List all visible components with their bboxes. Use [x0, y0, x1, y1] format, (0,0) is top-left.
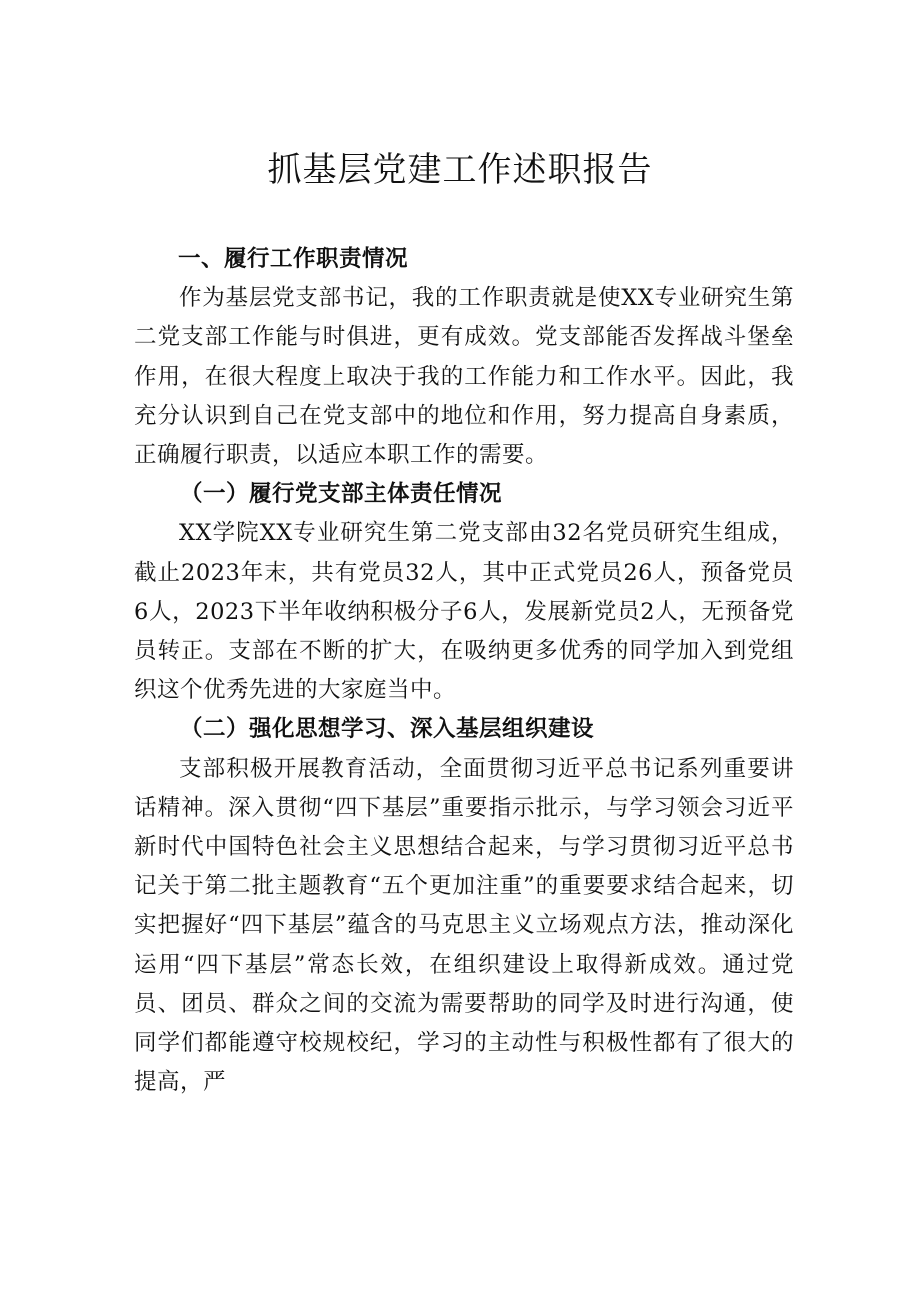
paragraph: 作为基层党支部书记，我的工作职责就是使XX专业研究生第二党支部工作能与时俱进，更有成效。党支部能否发挥战斗堡垒作用，在很大程度上取决于我的工作能力和工作水平。因此，我充分认识到自己在党支部中的地位和作用，努力提高自身素质，正确履行职责，以适应本职工作的需要。 [134, 285, 794, 469]
document-body [134, 240, 794, 1102]
document-title: 抓基层党建工作述职报告 [267, 150, 653, 190]
paragraph: XX学院XX专业研究生第二党支部由32名党员研究生组成，截止2023年末，共有党员32人，其中正式党员26人，预备党员6人，2023下半年收纳积极分子6人，发展新党员2人，无预备党员转正。支部在不断的扩大，在吸纳更多优秀的同学加入到党组织这个优秀先进的大家庭当中。 [134, 520, 794, 704]
section-heading: 一、履行工作职责情况 [178, 246, 409, 272]
subsection-heading: （二）强化思想学习、深入基层组织建设 [180, 716, 595, 743]
paragraph: 支部积极开展教育活动，全面贯彻习近平总书记系列重要讲话精神。深入贯彻“四下基层”重要指示批示，与学习领会习近平新时代中国特色社会主义思想结合起来，与学习贯彻习近平总书记关于第二批主题教育“五个更加注重”的重要要求结合起来，切实把握好“四下基层”蕴含的马克思主义立场观点方法，推动深化运用“四下基层”常态长效，在组织建设上取得新成效。通过党员、团员、群众之间的交流为需要帮助的同学及时进行沟通，使同学们都能遵守校规校纪，学习的主动性与积极性都有了很大的提高，严 [134, 755, 794, 1096]
subsection-heading: （一）履行党支部主体责任情况 [180, 481, 503, 508]
